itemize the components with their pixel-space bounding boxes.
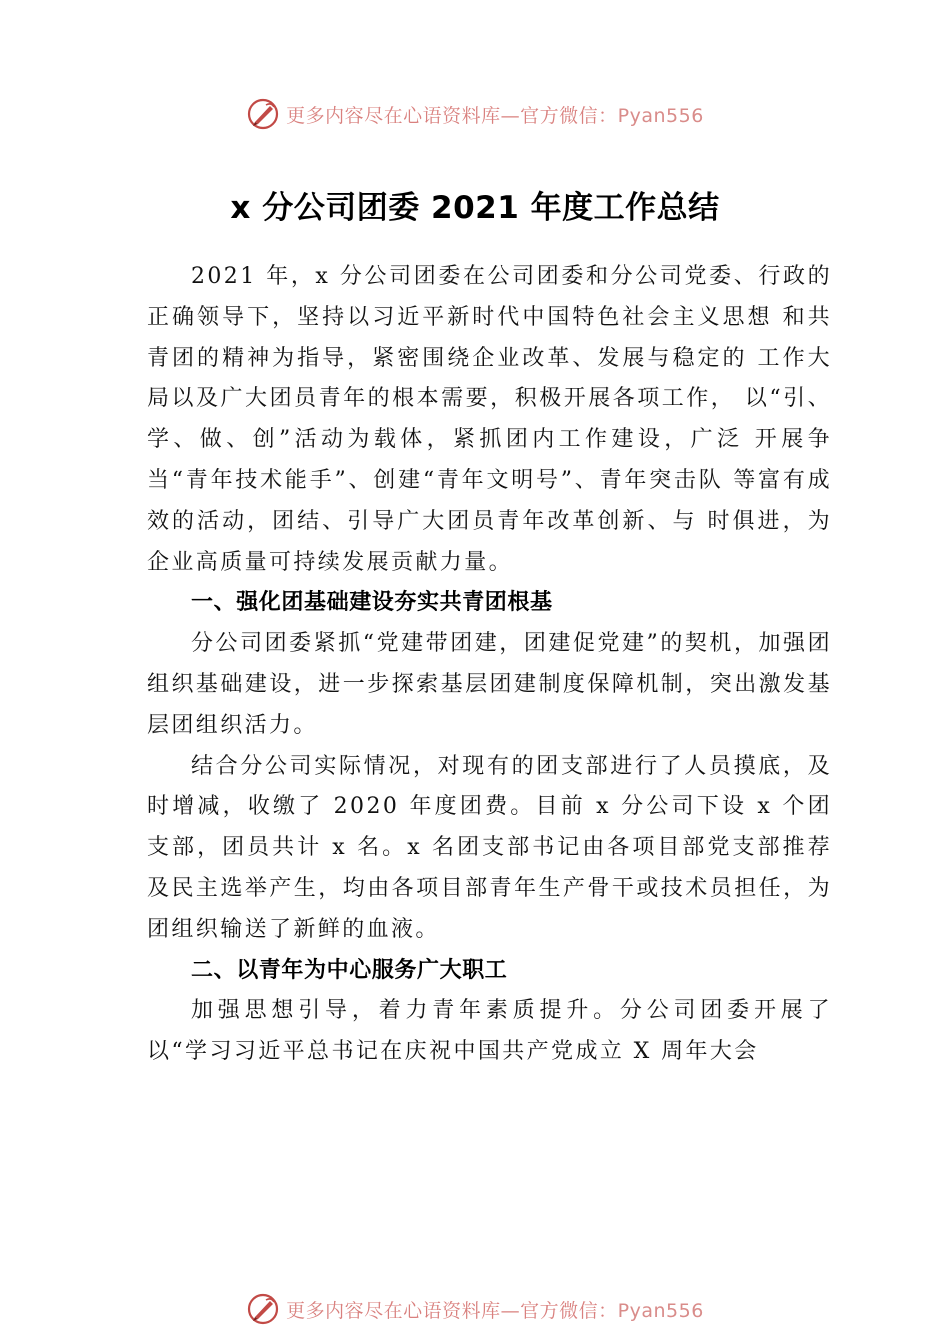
section-1-heading: 一、强化团基础建设夯实共青团根基 <box>191 590 553 616</box>
wechat-id: Pyan556 <box>617 1299 704 1322</box>
section-1-paragraph-1: 分公司团委紧抓“党建带团建，团建促党建”的契机，加强团组织基础建设，进一步探索基层团建制度保障机制，突出激发基层团组织活力。 <box>147 631 832 738</box>
section-2-heading: 二、以青年为中心服务广大职工 <box>191 957 508 983</box>
document-title: x 分公司团委 2021 年度工作总结 <box>230 190 720 226</box>
banner-text: 更多内容尽在心语资料库—官方微信：Pyan556 <box>286 104 704 127</box>
document-body <box>147 257 832 1073</box>
banner-text: 更多内容尽在心语资料库—官方微信：Pyan556 <box>286 1299 704 1322</box>
intro-paragraph: 2021 年，x 分公司团委在公司团委和分公司党委、行政的正确领导下，坚持以习近平新时代中国特色社会主义思想 和共青团的精神为指导，紧密围绕企业改革、发展与稳定的 工作大局以及广大团员青年的根本需要，积极开展各项工作， 以“引、学、做、创”活动为载体，紧抓团内工作建设，广泛 开展争当“青年技术能手”、创建“青年文明号”、青年突击队 等富有成效的活动，团结、引导广大团员青年改革创新、与 时俱进，为企业高质量可持续发展贡献力量。 <box>147 264 832 575</box>
section-1-paragraph-2: 结合分公司实际情况，对现有的团支部进行了人员摸底，及时增减，收缴了 2020 年度团费。目前 x 分公司下设 x 个团支部，团员共计 x 名。x 名团支部书记由各项目部党支部推荐及民主选举产生，均由各项目部青年生产骨干或技术员担任，为团组织输送了新鲜的血液。 <box>147 753 832 942</box>
wechat-id: Pyan556 <box>617 104 704 127</box>
pen-seal-logo-icon <box>246 97 280 131</box>
header-banner <box>0 94 950 134</box>
section-2-paragraph-1: 加强思想引导，着力青年素质提升。分公司团委开展了以“学习习近平总书记在庆祝中国共产党成立 X 周年大会 <box>147 998 832 1065</box>
pen-seal-logo-icon <box>246 1292 280 1326</box>
footer-banner <box>0 1289 950 1329</box>
